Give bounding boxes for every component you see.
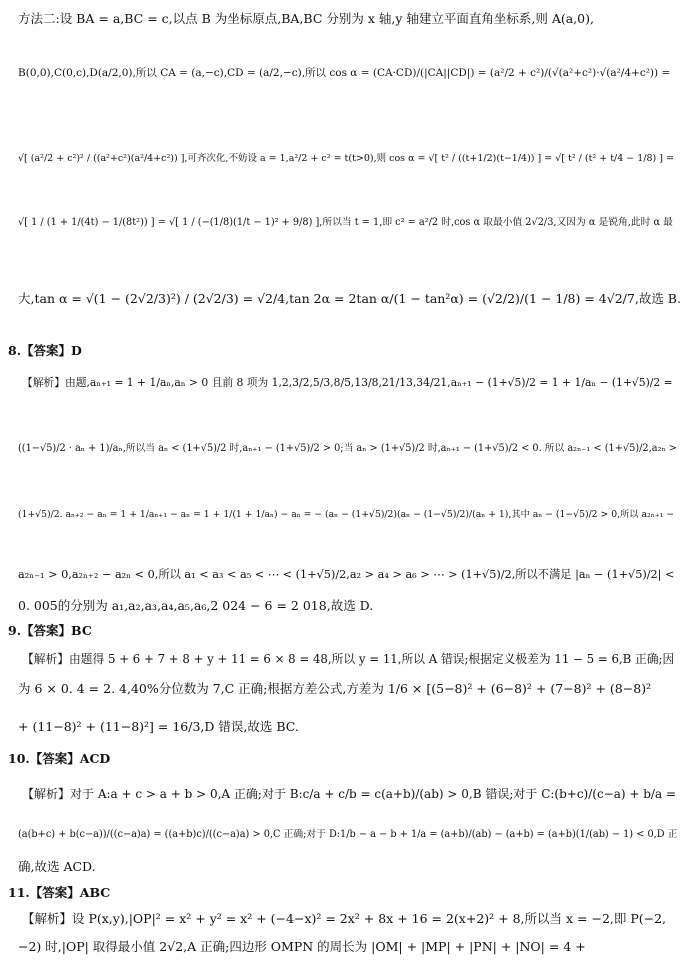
q10-answer-heading: 10.【答案】ACD (8, 751, 111, 766)
q11-solution-line-2: −2) 时,|OP| 取得最小值 2√2,A 正确;四边形 OMPN 的周长为 |OM| + |MP| + |PN| + |NO| = 4 + (18, 939, 586, 954)
method2-line-2: B(0,0),C(0,c),D(a/2,0),所以 CA = (a,−c),CD = (a/2,−c),所以 cos α = (CA·CD)/(|CA||CD|) = (a²/2 + c²)/(√(a²+c²)·√(a²/4+c²)) = (18, 67, 671, 79)
method2-line-3: √[ (a²/2 + c²)² / ((a²+c²)(a²/4+c²)) ],可齐次化,不妨设 a = 1,a²/2 + c² = t(t>0),则 cos α = √[ t² / ((t+1/2)(t−1/4)) ] = √[ t² / (t² + t/4 − 1/8) ] = (18, 153, 674, 164)
q11-answer-heading: 11.【答案】ABC (8, 885, 111, 900)
q8-solution-line-4: a₂ₙ₋₁ > 0,a₂ₙ₊₂ − a₂ₙ < 0,所以 a₁ < a₃ < a₅ < ⋯ < (1+√5)/2,a₂ > a₄ > a₆ > ⋯ > (1+√5)/2,所以不满足 |aₙ − (1+√5)/2| < (18, 568, 675, 581)
q8-solution-line-3: (1+√5)/2. aₙ₊₂ − aₙ = 1 + 1/aₙ₊₁ − aₙ = 1 + 1/(1 + 1/aₙ) − aₙ = − (aₙ − (1+√5)/2)(aₙ − (1−√5)/2)/(aₙ + 1),其中 aₙ − (1−√5)/2 > 0,所以 a₂ₙ₊₁ − (18, 509, 674, 520)
q10-solution-line-3: 确,故选 ACD. (18, 859, 96, 874)
q10-solution-line-1: 【解析】对于 A:a + c > a + b > 0,A 正确;对于 B:c/a + c/b = c(a+b)/(ab) > 0,B 错误;对于 C:(b+c)/(c−a) + b/a = (22, 787, 677, 801)
q10-solution-line-2: (a(b+c) + b(c−a))/((c−a)a) = ((a+b)c)/((c−a)a) > 0,C 正确;对于 D:1/b − a − b + 1/a = (a+b)/(ab) − (a+b) = (a+b)(1/(ab) − 1) < 0,D 正 (18, 829, 678, 840)
q9-solution-line-2: 为 6 × 0. 4 = 2. 4,40%分位数为 7,C 正确;根据方差公式,方差为 1/6 × [(5−8)² + (6−8)² + (7−8)² + (8−8)² (18, 681, 652, 696)
q11-solution-line-1: 【解析】设 P(x,y),|OP|² = x² + y² = x² + (−4−x)² = 2x² + 8x + 16 = 2(x+2)² + 8,所以当 x = −2,即 P(−2, (22, 911, 667, 926)
q9-solution-line-1: 【解析】由题得 5 + 6 + 7 + 8 + y + 11 = 6 × 8 = 48,所以 y = 11,所以 A 错误;根据定义极差为 11 − 5 = 6,B 正确;因 (22, 652, 675, 666)
q8-solution-line-1: 【解析】由题,aₙ₊₁ = 1 + 1/aₙ,aₙ > 0 且前 8 项为 1,2,3/2,5/3,8/5,13/8,21/13,34/21,aₙ₊₁ − (1+√5)/2 = 1 + 1/aₙ − (1+√5)/2 = (22, 376, 673, 389)
method2-line-1: 方法二:设 BA = a,BC = c,以点 B 为坐标原点,BA,BC 分别为 x 轴,y 轴建立平面直角坐标系,则 A(a,0), (18, 11, 594, 26)
method2-line-4: √[ 1 / (1 + 1/(4t) − 1/(8t²)) ] = √[ 1 / (−(1/8)(1/t − 1)² + 9/8) ],所以当 t = 1,即 c² = a²/2 时,cos α 取最小值 2√2/3,又因为 α 是锐角,此时 α 最 (18, 217, 673, 228)
q8-answer-heading: 8.【答案】D (8, 343, 82, 358)
q9-solution-line-3: + (11−8)² + (11−8)²] = 16/3,D 错误,故选 BC. (18, 719, 299, 734)
q8-solution-line-2: ((1−√5)/2 · aₙ + 1)/aₙ,所以当 aₙ < (1+√5)/2 时,aₙ₊₁ − (1+√5)/2 > 0;当 aₙ > (1+√5)/2 时,aₙ₊₁ − (1+√5)/2 < 0. 所以 a₂ₙ₋₁ < (1+√5)/2,a₂ₙ > (18, 443, 677, 454)
q9-answer-heading: 9.【答案】BC (8, 623, 92, 638)
method2-line-5: 大,tan α = √(1 − (2√2/3)²) / (2√2/3) = √2/4,tan 2α = 2tan α/(1 − tan²α) = (√2/2)/(1 − 1/8) = 4√2/7,故选 B. (18, 291, 681, 306)
q8-solution-line-5: 0. 005的分别为 a₁,a₂,a₃,a₄,a₅,a₆,2 024 − 6 = 2 018,故选 D. (18, 598, 374, 613)
